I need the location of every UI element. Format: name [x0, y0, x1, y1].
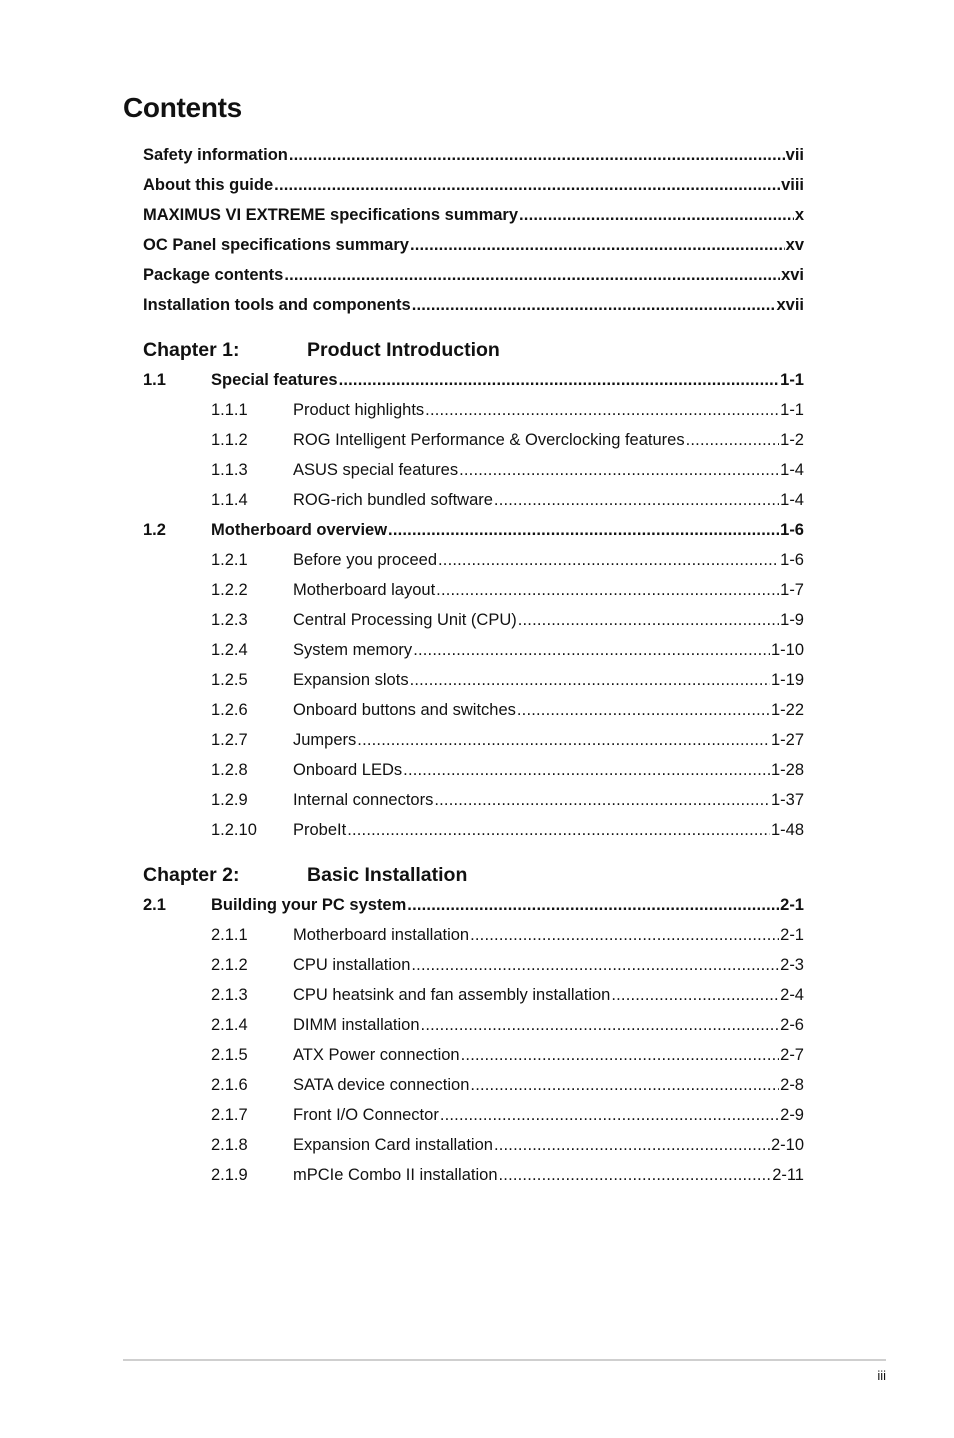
toc-title: System memory	[293, 641, 413, 659]
toc-subsection[interactable]	[143, 425, 804, 455]
dot-leader	[434, 785, 770, 815]
toc-title: Onboard buttons and switches	[293, 701, 516, 719]
chapter-label: Chapter 1:	[143, 339, 240, 361]
toc-title: Safety information	[143, 146, 288, 164]
dot-leader	[284, 260, 780, 290]
toc-subsection[interactable]	[143, 605, 804, 635]
toc-page-number: 1-27	[770, 731, 804, 749]
toc-title: CPU installation	[293, 956, 411, 974]
toc-number: 1.2	[143, 521, 166, 539]
dot-leader	[459, 455, 779, 485]
toc-page-number: 1-6	[780, 551, 804, 569]
dot-leader	[411, 950, 779, 980]
toc-number: 1.1.2	[211, 431, 248, 449]
dot-leader	[388, 515, 779, 545]
toc-subsection[interactable]	[143, 725, 804, 755]
toc-page-number: vii	[785, 146, 804, 164]
toc-title: About this guide	[143, 176, 274, 194]
toc-title: ProbeIt	[293, 821, 347, 839]
toc-page-number: 2-10	[770, 1136, 804, 1154]
dot-leader	[470, 1070, 779, 1100]
toc-title: Building your PC system	[211, 896, 407, 914]
table-of-contents	[143, 140, 804, 1190]
toc-page-number: 1-4	[780, 491, 804, 509]
dot-leader	[461, 1040, 780, 1070]
toc-number: 2.1.9	[211, 1166, 248, 1184]
toc-subsection[interactable]	[143, 1040, 804, 1070]
toc-page-number: 1-28	[770, 761, 804, 779]
dot-leader	[440, 1100, 779, 1130]
toc-number: 2.1.3	[211, 986, 248, 1004]
toc-title: mPCIe Combo II installation	[293, 1166, 498, 1184]
toc-title: Installation tools and components	[143, 296, 411, 314]
toc-entry[interactable]	[143, 170, 804, 200]
toc-number: 2.1	[143, 896, 166, 914]
dot-leader	[410, 230, 785, 260]
dot-leader	[347, 815, 770, 845]
dot-leader	[494, 1130, 770, 1160]
toc-number: 2.1.1	[211, 926, 248, 944]
toc-page-number: 1-1	[780, 401, 804, 419]
dot-leader	[436, 575, 779, 605]
toc-entry[interactable]	[143, 140, 804, 170]
toc-number: 2.1.5	[211, 1046, 248, 1064]
toc-page-number: 1-1	[780, 371, 804, 389]
toc-subsection[interactable]	[143, 665, 804, 695]
toc-number: 1.2.6	[211, 701, 248, 719]
toc-page-number: 1-19	[770, 671, 804, 689]
toc-page-number: 1-48	[770, 821, 804, 839]
toc-subsection[interactable]	[143, 635, 804, 665]
toc-title: DIMM installation	[293, 1016, 420, 1034]
toc-page-number: 1-37	[770, 791, 804, 809]
dot-leader	[499, 1160, 772, 1190]
toc-entry[interactable]	[143, 260, 804, 290]
toc-section[interactable]	[143, 890, 804, 920]
toc-number: 2.1.4	[211, 1016, 248, 1034]
dot-leader	[403, 755, 770, 785]
toc-subsection[interactable]	[143, 1070, 804, 1100]
toc-page-number: 2-4	[780, 986, 804, 1004]
toc-page-number: 1-6	[780, 521, 804, 539]
toc-page-number: 2-8	[780, 1076, 804, 1094]
toc-number: 1.1	[143, 371, 166, 389]
chapter-heading[interactable]	[143, 335, 804, 365]
toc-title: ATX Power connection	[293, 1046, 460, 1064]
toc-page-number: 2-11	[772, 1166, 804, 1184]
chapter-title: Product Introduction	[307, 339, 500, 361]
toc-title: ROG-rich bundled software	[293, 491, 493, 509]
dot-leader	[410, 665, 770, 695]
chapter-title: Basic Installation	[307, 864, 468, 886]
toc-subsection[interactable]	[143, 695, 804, 725]
toc-page-number: 1-7	[780, 581, 804, 599]
dot-leader	[519, 200, 794, 230]
toc-subsection[interactable]	[143, 545, 804, 575]
toc-subsection[interactable]	[143, 455, 804, 485]
toc-page-number: 1-22	[770, 701, 804, 719]
toc-page-number: 2-7	[780, 1046, 804, 1064]
dot-leader	[611, 980, 779, 1010]
toc-number: 1.2.8	[211, 761, 248, 779]
toc-number: 1.2.1	[211, 551, 248, 569]
toc-number: 1.2.4	[211, 641, 248, 659]
toc-subsection[interactable]	[143, 575, 804, 605]
toc-number: 1.1.1	[211, 401, 248, 419]
toc-number: 1.2.3	[211, 611, 248, 629]
dot-leader	[421, 1010, 780, 1040]
toc-title: ROG Intelligent Performance & Overclocking features	[293, 431, 685, 449]
toc-page-number: 2-9	[780, 1106, 804, 1124]
toc-page-number: x	[794, 206, 804, 224]
dot-leader	[686, 425, 780, 455]
toc-subsection[interactable]	[143, 815, 804, 845]
toc-subsection[interactable]	[143, 920, 804, 950]
toc-number: 1.1.4	[211, 491, 248, 509]
toc-title: Product highlights	[293, 401, 425, 419]
dot-leader	[517, 695, 770, 725]
toc-entry[interactable]	[143, 290, 804, 320]
toc-title: ASUS special features	[293, 461, 459, 479]
toc-title: Front I/O Connector	[293, 1106, 439, 1124]
toc-page-number: 2-1	[780, 896, 804, 914]
toc-title: Motherboard overview	[211, 521, 388, 539]
toc-subsection[interactable]	[143, 395, 804, 425]
toc-title: OC Panel specifications summary	[143, 236, 409, 254]
toc-page-number: 1-4	[780, 461, 804, 479]
toc-subsection[interactable]	[143, 1160, 804, 1190]
dot-leader	[518, 605, 779, 635]
toc-title: Central Processing Unit (CPU)	[293, 611, 517, 629]
dot-leader	[357, 725, 770, 755]
toc-title: Motherboard installation	[293, 926, 470, 944]
toc-number: 1.2.9	[211, 791, 248, 809]
footer-page-number: iii	[877, 1368, 886, 1383]
dot-leader	[407, 890, 779, 920]
toc-page-number: 1-9	[780, 611, 804, 629]
dot-leader	[289, 140, 785, 170]
toc-number: 2.1.2	[211, 956, 248, 974]
toc-title: Jumpers	[293, 731, 357, 749]
toc-title: Expansion slots	[293, 671, 409, 689]
dot-leader	[438, 545, 779, 575]
toc-page-number: 2-6	[780, 1016, 804, 1034]
toc-subsection[interactable]	[143, 980, 804, 1010]
toc-title: Onboard LEDs	[293, 761, 403, 779]
toc-subsection[interactable]	[143, 785, 804, 815]
toc-page-number: xv	[785, 236, 804, 254]
toc-section[interactable]	[143, 365, 804, 395]
toc-subsection[interactable]	[143, 1010, 804, 1040]
toc-number: 1.1.3	[211, 461, 248, 479]
toc-title: Special features	[211, 371, 338, 389]
toc-title: MAXIMUS VI EXTREME specifications summary	[143, 206, 519, 224]
toc-entry[interactable]	[143, 230, 804, 260]
chapter-heading[interactable]	[143, 860, 804, 890]
toc-title: SATA device connection	[293, 1076, 470, 1094]
footer-rule	[123, 1359, 886, 1361]
dot-leader	[425, 395, 779, 425]
dot-leader	[470, 920, 779, 950]
toc-page-number: 2-3	[780, 956, 804, 974]
toc-number: 2.1.6	[211, 1076, 248, 1094]
chapter-label: Chapter 2:	[143, 864, 240, 886]
toc-title: Internal connectors	[293, 791, 434, 809]
toc-subsection[interactable]	[143, 1130, 804, 1160]
dot-leader	[413, 635, 770, 665]
toc-subsection[interactable]	[143, 485, 804, 515]
dot-leader	[274, 170, 780, 200]
toc-number: 1.2.10	[211, 821, 257, 839]
toc-number: 2.1.8	[211, 1136, 248, 1154]
toc-number: 1.2.7	[211, 731, 248, 749]
toc-number: 2.1.7	[211, 1106, 248, 1124]
page-title: Contents	[123, 92, 242, 123]
toc-number: 1.2.5	[211, 671, 248, 689]
toc-subsection[interactable]	[143, 1100, 804, 1130]
toc-page-number: xvii	[776, 296, 804, 314]
toc-page-number: xvi	[781, 266, 804, 284]
toc-subsection[interactable]	[143, 950, 804, 980]
toc-title: Expansion Card installation	[293, 1136, 493, 1154]
toc-page-number: 1-2	[780, 431, 804, 449]
toc-title: Before you proceed	[293, 551, 438, 569]
toc-page-number: viii	[781, 176, 804, 194]
dot-leader	[412, 290, 776, 320]
toc-title: Motherboard layout	[293, 581, 436, 599]
toc-title: Package contents	[143, 266, 284, 284]
toc-number: 1.2.2	[211, 581, 248, 599]
toc-section[interactable]	[143, 515, 804, 545]
toc-subsection[interactable]	[143, 755, 804, 785]
dot-leader	[339, 365, 780, 395]
toc-title: CPU heatsink and fan assembly installation	[293, 986, 611, 1004]
dot-leader	[494, 485, 779, 515]
toc-page-number: 2-1	[780, 926, 804, 944]
toc-entry[interactable]	[143, 200, 804, 230]
toc-page-number: 1-10	[770, 641, 804, 659]
